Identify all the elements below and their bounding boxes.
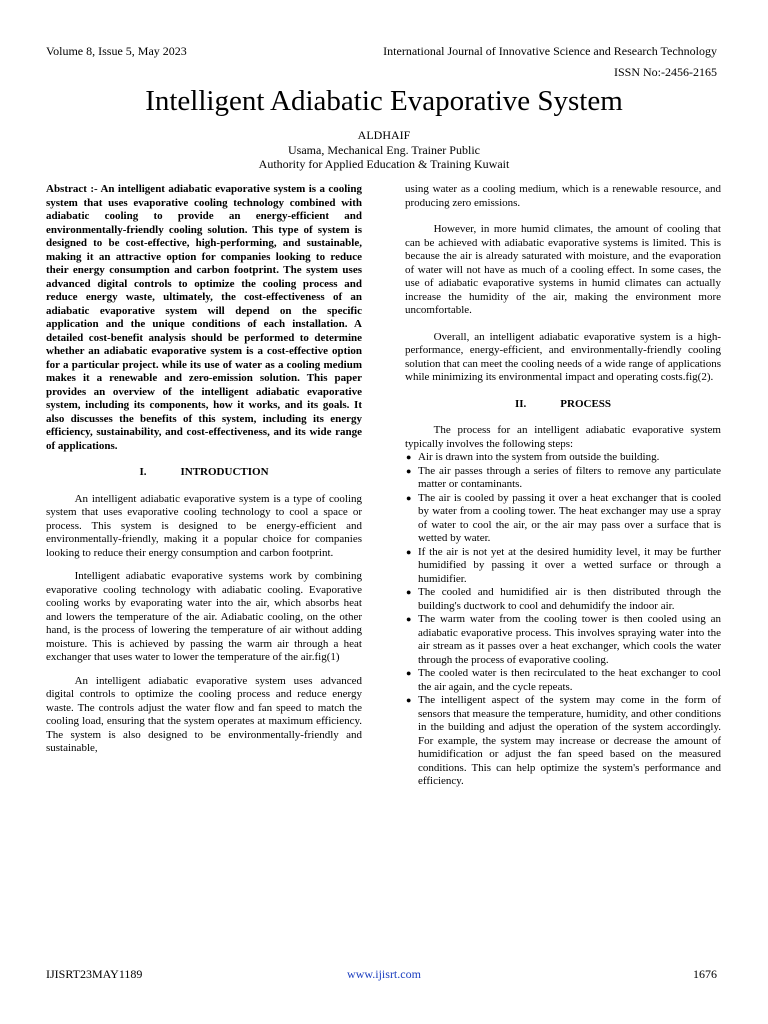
author-block: [0, 128, 768, 172]
section-number: I.: [139, 466, 147, 478]
footer-website-link[interactable]: www.ijisrt.com: [347, 967, 421, 981]
list-item: [405, 465, 721, 492]
list-item-text: Air is drawn into the system from outside the building.: [418, 451, 660, 463]
list-item: [405, 546, 721, 587]
list-item-text: The cooled water is then recirculated to the heat exchanger to cool the air again, and the cycle repeats.: [418, 667, 721, 693]
bullet-icon: ●: [406, 546, 412, 557]
section-number: II.: [514, 397, 527, 410]
footer-paper-id: IJISRT23MAY1189: [46, 967, 143, 981]
bullet-icon: ●: [406, 587, 412, 597]
process-steps-list: [405, 451, 721, 789]
list-item: [405, 694, 721, 789]
bullet-icon: ●: [406, 695, 412, 705]
bullet-icon: ●: [406, 614, 412, 624]
list-item-text: The air is cooled by passing it over a heat exchanger that is cooled by water from a cooling tower. The heat exchanger may use a spray of water to cool the air, or the air may pass over a surface that is wetted by water.: [418, 491, 721, 544]
list-item: [405, 613, 721, 667]
bullet-icon: ●: [406, 465, 412, 476]
list-item-text: The cooled and humidified air is then distributed through the building's ductwork to cool and dehumidify the indoor air.: [418, 586, 721, 612]
header-volume: Volume 8, Issue 5, May 2023: [46, 44, 187, 58]
list-item-text: If the air is not yet at the desired humidity level, it may be further humidified by passing it over a wetted surface or through a humidifier.: [418, 545, 721, 585]
footer-page-number: 1676: [693, 967, 717, 981]
list-item-text: The air passes through a series of filters to remove any particulate matter or contaminants.: [418, 464, 721, 490]
list-item: [405, 586, 721, 613]
process-intro: The process for an intelligent adiabatic evaporative system typically involves the following steps:: [405, 424, 721, 450]
author-name: ALDHAIF: [357, 128, 411, 142]
bullet-icon: ●: [406, 492, 412, 503]
author-affiliation-line-1: Usama, Mechanical Eng. Trainer Public: [288, 142, 480, 157]
section-heading-process: [405, 398, 721, 412]
list-item: [405, 667, 721, 694]
intro-paragraph-1: An intelligent adiabatic evaporative system is a type of cooling system that uses evaporative cooling technology to cool a space or process. This system is designed to be energy-efficient and environmentally-friendly, making it a popular choice for companies looking to reduce their energy consumption and carbon footprint.: [46, 492, 362, 559]
list-item-text: The warm water from the cooling tower is then cooled using an adiabatic evaporative process. This involves spraying water into the air stream as it passes over a heat exchanger, which cools the water through the process of evaporative cooling.: [418, 613, 721, 666]
left-column: [46, 183, 362, 756]
list-item-text: The intelligent aspect of the system may come in the form of sensors that measure the temperature, humidity, and other conditions in the building and adjust the operation of the system accordingly. For example, the system may increase or decrease the amount of humidification or adjust the fan speed based on the measured conditions. This can help optimize the system's performance and efficiency.: [418, 694, 721, 787]
section-title: INTRODUCTION: [180, 466, 269, 478]
header-journal: International Journal of Innovative Science and Research Technology: [383, 44, 717, 58]
overall-paragraph: Overall, an intelligent adiabatic evaporative system is a high-performance, energy-efficient, and environmentally-friendly cooling solution that can meet the cooling needs of a wide range of applications while minimizing its environmental impact and operating costs.fig(2).: [405, 330, 721, 383]
intro-paragraph-2: Intelligent adiabatic evaporative systems work by combining evaporative cooling technology with adiabatic cooling. Evaporative cooling works by evaporating water into the air, which absorbs heat and lowers the temperature of the air. Adiabatic cooling, on the other hand, is the process of lowering the temperature of air without adding moisture. This is achieved by passing the warm air through a heat exchanger that uses water to lower the temperature of the air.fig(1): [46, 570, 362, 663]
paper-title: Intelligent Adiabatic Evaporative System: [145, 85, 623, 117]
header-issn: ISSN No:-2456-2165: [613, 65, 717, 79]
bullet-icon: ●: [406, 452, 412, 462]
list-item: [405, 492, 721, 546]
humid-climate-paragraph: However, in more humid climates, the amount of cooling that can be achieved with adiabatic evaporative systems is limited. This is because the air is already saturated with moisture, and the evaporation of water will not have as much of a cooling effect. In some cases, the use of adiabatic evaporative systems in humid climates can actually increase the humidity of the air, making the environment more uncomfortable.: [405, 223, 721, 316]
abstract: Abstract :- An intelligent adiabatic evaporative system is a cooling system that uses evaporative cooling technology combined with adiabatic cooling to provide an energy-efficient and environmentally-friendly cooling solution. This type of system is designed to be cost-effective, high-performing, and sustainable, making it an attractive option for companies looking to reduce their energy consumption and carbon footprint. The system uses advanced digital controls to optimize the cooling process and reduce energy waste, ultimately, the cost-effectiveness of an adiabatic evaporative system will depend on the specific application and the unique conditions of each installation. A detailed cost-benefit analysis should be performed to determine whether an adiabatic evaporative system is a cost-effective option for a particular project. while its use of water as a cooling medium makes it a renewable and zero-emission solution. This paper provides an overview of the intelligent adiabatic evaporative system, including its components, how it works, and its goals. It also discusses the benefits of this system, including its energy efficiency, sustainability, and cost-effectiveness, and its wide range of applications.: [46, 183, 362, 452]
right-column: [405, 183, 721, 789]
list-item: [405, 451, 721, 465]
author-affiliation-line-2: Authority for Applied Education & Training Kuwait: [258, 157, 510, 171]
bullet-icon: ●: [406, 668, 412, 678]
section-heading-introduction: [46, 466, 362, 480]
section-title: PROCESS: [560, 397, 612, 410]
intro-paragraph-3: An intelligent adiabatic evaporative system uses advanced digital controls to optimize the cooling process and reduce energy waste. The controls adjust the water flow and fan speed to match the cooling load, ensuring that the system operates at maximum efficiency. The system is also designed to be environmentally-friendly and sustainable,: [46, 674, 362, 754]
intro-continuation: using water as a cooling medium, which is a renewable resource, and producing zero emissions.: [405, 183, 721, 209]
